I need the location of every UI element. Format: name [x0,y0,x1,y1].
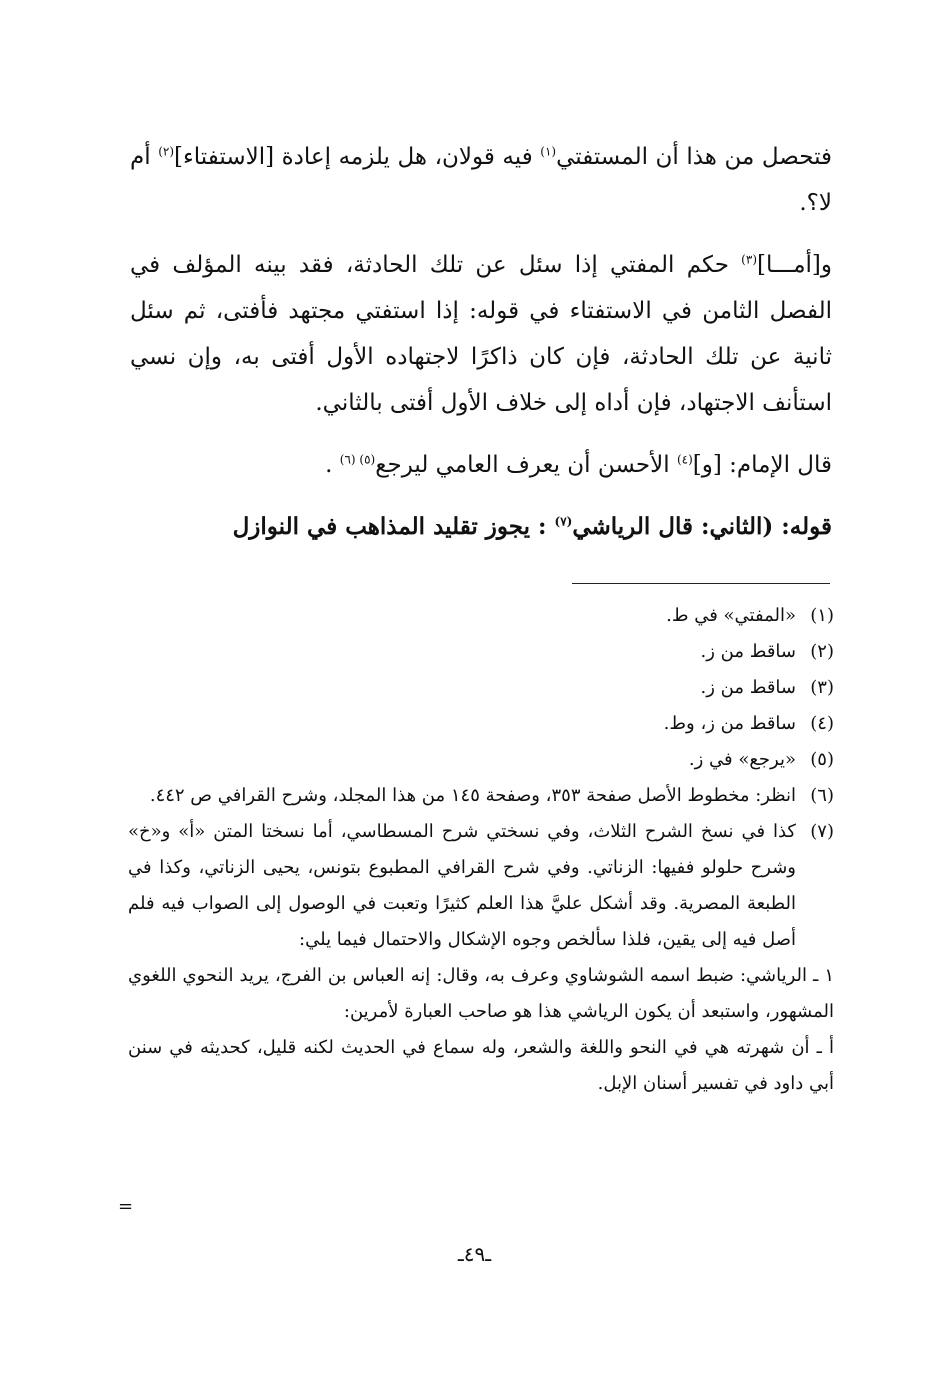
footnote-separator [572,583,830,584]
footnote-1: (١) «المفتي» في ط. [666,605,834,626]
page-number: ـ٤٩ـ [457,1242,492,1266]
footnote-7: (٧) كذا في نسخ الشرح الثلاث، وفي نسختي شرح المسطاسي، أما نسختا المتن «أ» و«خ» وشرح حلولو ففيها: الزناتي. وفي شرح القرافي المطبوع بتونس، يحيى الزناتي، وكذا في الطبعة المصرية. وقد أشكل عليَّ هذا العلم كثيرًا وتعبت في الوصول إلى الصواب فيه فلم أصل فيه إلى يقين، فلذا سألخص وجوه الإشكال والاحتمال فيما يلي: [128,821,834,950]
continuation-mark: = [118,1196,134,1217]
main-text [130,134,832,566]
footnote-ref-1: (١) [540,144,557,159]
paragraph-2: و[أمـــا]$^{(٣)}$ حكم المفتي إذا سئل عن تلك الحادثة، فقد بينه المؤلف في الفصل الثامن في الاستفتاء في قوله: إذا استفتي مجتهد فأفتى، ثم سئل ثانية عن تلك الحادثة، فإن كان ذاكرًا لاجتهاده الأول أفتى به، وإن نسي استأنف الاجتهاد، فإن أداه إلى خلاف الأول أفتى بالثاني. [130,252,832,416]
paragraph-3: قال الإمام: [و]$^{(٤)}$ الأحسن أن يعرف العامي ليرجع$^{(٥) (٦)}$ . [325,452,832,478]
footnote-2: (٢) ساقط من ز. [700,641,834,662]
footnote-ref-3: (٣) [741,252,757,267]
footnote-continuation-2: أ ـ أن شهرته هي في النحو واللغة والشعر، وله سماع في الحديث لكنه قليل، كحديثه في سنن أبي داود في تفسير أسنان الإبل. [128,1037,834,1094]
footnote-3: (٣) ساقط من ز. [700,677,834,698]
footnote-ref-5-6: (٥) (٦) [339,452,376,467]
footnote-ref-7: (٧) [554,514,573,529]
footnotes [128,598,834,1102]
paragraph-1: فتحصل من هذا أن المستفتي$^{(١)}$ فيه قولان، هل يلزمه إعادة [الاستفتاء]$^{(٢)}$ أم لا؟. [130,144,832,216]
footnote-ref-4: (٤) [676,452,693,467]
footnote-4: (٤) ساقط من ز، وط. [663,713,834,734]
footnote-ref-2: (٢) [158,144,175,159]
footnote-6: (٦) انظر: مخطوط الأصل صفحة ٣٥٣، وصفحة ١٤٥ من هذا المجلد، وشرح القرافي ص ٤٤٢. [149,785,834,806]
footnote-continuation-1: ١ ـ الرياشي: ضبط اسمه الشوشاوي وعرف به، وقال: إنه العباس بن الفرج، يريد النحوي اللغوي المشهور، واستبعد أن يكون الرياشي هذا هو صاحب العبارة لأمرين: [128,965,834,1022]
paragraph-4: قوله: (الثاني: قال الرياشي$^{(٧)}$ : يجوز تقليد المذاهب في النوازل [232,513,832,540]
footnote-5: (٥) «يرجع» في ز. [688,749,834,770]
